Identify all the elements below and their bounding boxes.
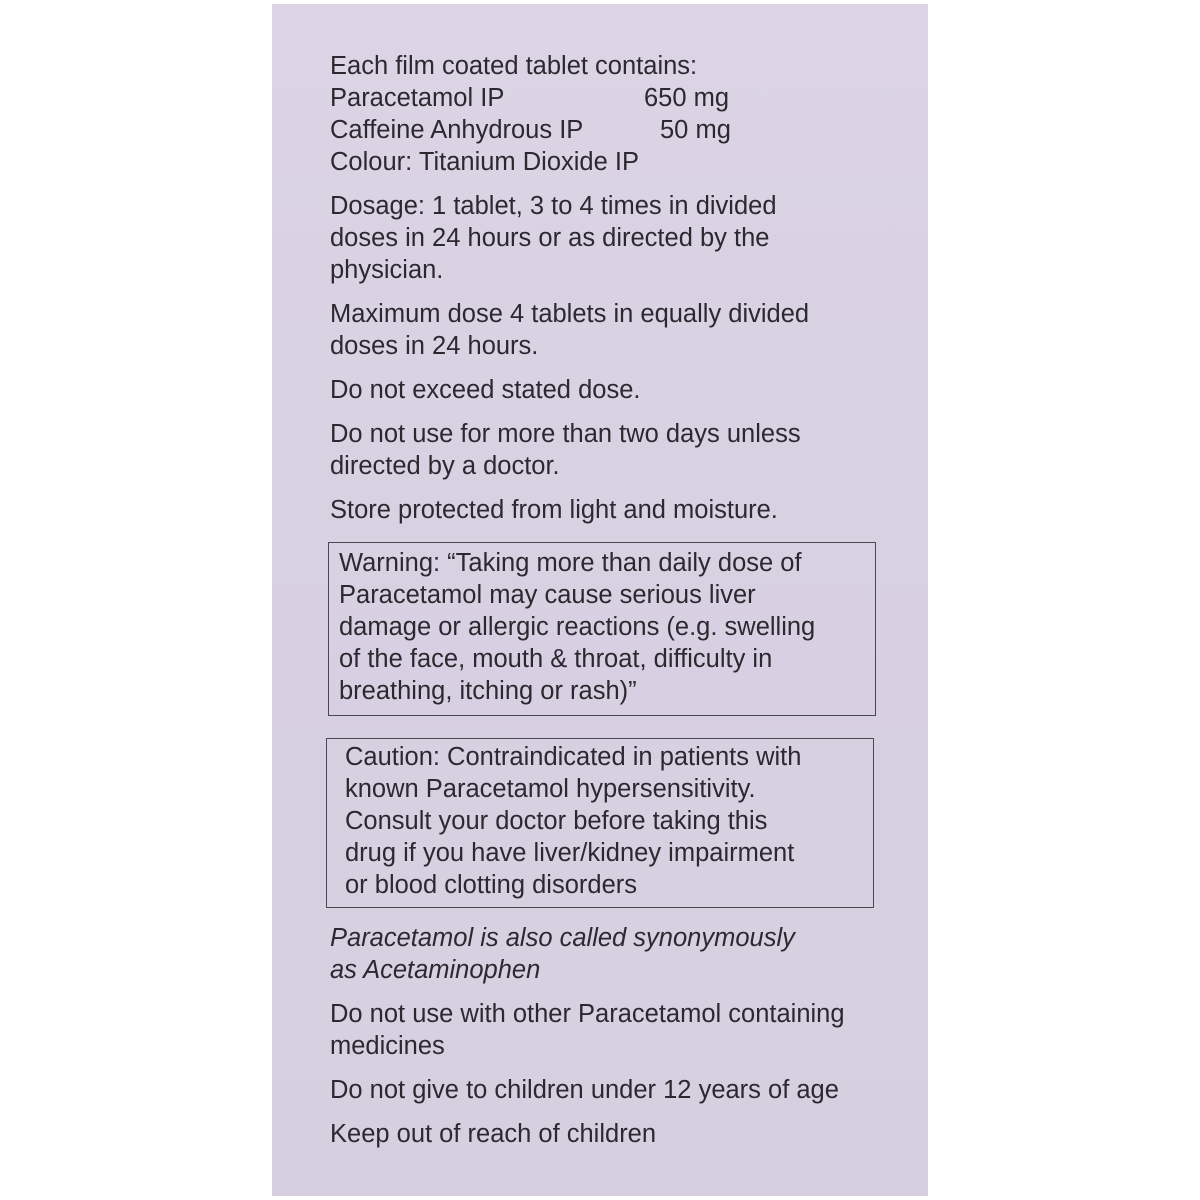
synonym-line: as Acetaminophen [330, 956, 541, 984]
dosage-line: Dosage: 1 tablet, 3 to 4 times in divided [330, 192, 777, 220]
warning-line: Paracetamol may cause serious liver [339, 581, 756, 609]
warning-line: of the face, mouth & throat, difficulty in [339, 645, 773, 673]
warning-line: damage or allergic reactions (e.g. swelling [339, 613, 816, 641]
two-days-paragraph [330, 418, 910, 482]
label-text-block [330, 50, 910, 1150]
caution-line: known Paracetamol hypersensitivity. [345, 775, 756, 803]
ingredient-qty: 50 mg [660, 116, 731, 144]
caution-line: or blood clotting disorders [345, 871, 637, 899]
other-medicines-line: Do not use with other Paracetamol containing [330, 1000, 845, 1028]
caution-line: Consult your doctor before taking this [345, 807, 768, 835]
colour-line: Colour: Titanium Dioxide IP [330, 148, 639, 176]
warning-box [328, 542, 876, 716]
ingredient-name: Caffeine Anhydrous IP [330, 116, 584, 144]
other-medicines-paragraph [330, 998, 910, 1062]
composition-heading: Each film coated tablet contains: [330, 52, 698, 80]
dosage-line: doses in 24 hours or as directed by the [330, 224, 770, 252]
other-medicines-line: medicines [330, 1032, 445, 1060]
max-dose-line: doses in 24 hours. [330, 332, 539, 360]
warning-line: Warning: “Taking more than daily dose of [339, 549, 802, 577]
caution-line: drug if you have liver/kidney impairment [345, 839, 795, 867]
caution-box [326, 738, 874, 908]
ingredient-row [330, 114, 910, 146]
dosage-line: physician. [330, 256, 444, 284]
synonym-line: Paracetamol is also called synonymously [330, 924, 795, 952]
caution-line: Caution: Contraindicated in patients with [345, 743, 802, 771]
children-age-text: Do not give to children under 12 years of age [330, 1076, 839, 1104]
max-dose-line: Maximum dose 4 tablets in equally divided [330, 300, 810, 328]
max-dose-paragraph [330, 298, 910, 362]
warning-line: breathing, itching or rash)” [339, 677, 637, 705]
ingredient-name: Paracetamol IP [330, 84, 505, 112]
two-days-line: Do not use for more than two days unless [330, 420, 801, 448]
storage-text: Store protected from light and moisture. [330, 496, 778, 524]
medicine-carton-panel [272, 4, 928, 1196]
dosage-paragraph [330, 190, 910, 286]
ingredient-qty: 650 mg [644, 84, 730, 112]
reach-text: Keep out of reach of children [330, 1120, 657, 1148]
two-days-line: directed by a doctor. [330, 452, 560, 480]
do-not-exceed-text: Do not exceed stated dose. [330, 376, 641, 404]
synonym-note [330, 922, 910, 986]
ingredient-row [330, 82, 910, 114]
